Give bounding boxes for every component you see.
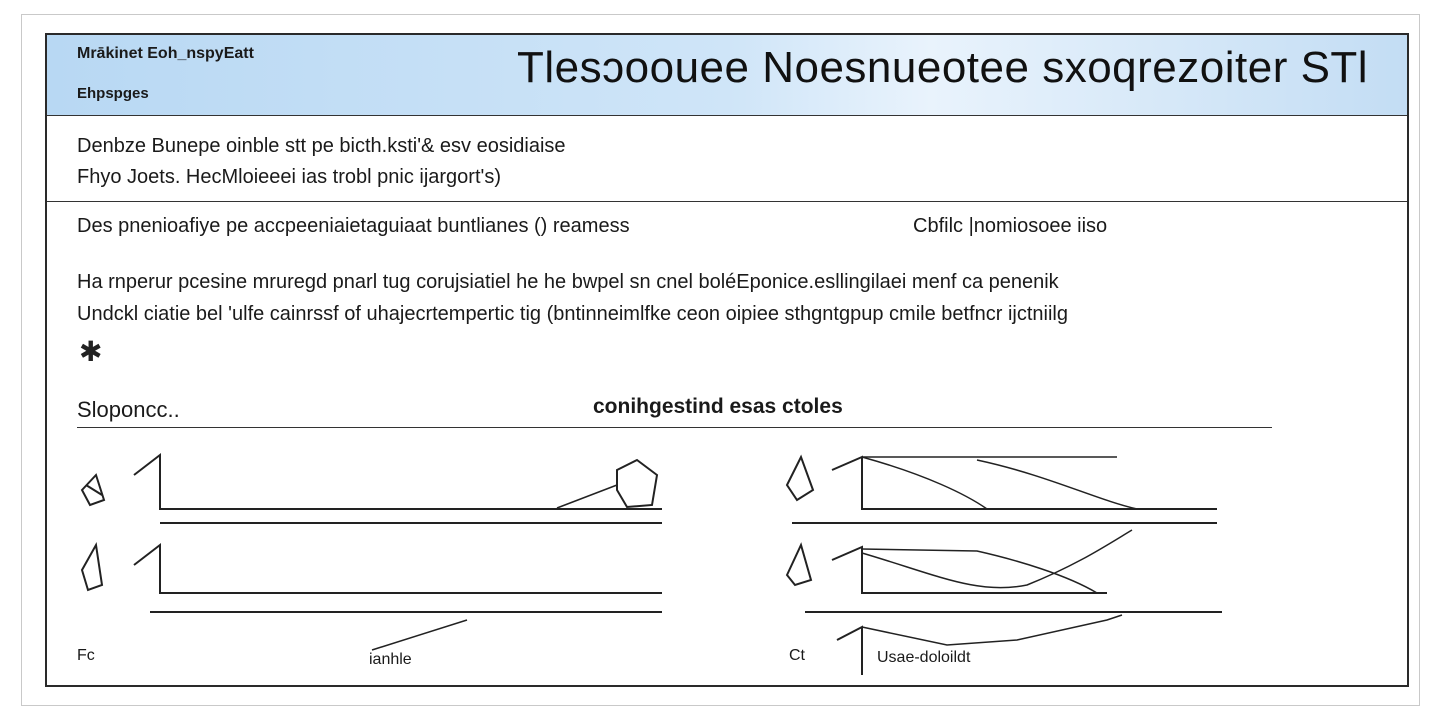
pointer-line-left: [367, 615, 477, 655]
header-meta-line-1: Mrākinet Eoh_nspyEatt: [77, 45, 254, 62]
header-meta-line-2: Ehpspges: [77, 85, 149, 102]
scribble-glyph-2: [617, 460, 657, 507]
row-1-right: Cbfilc |nomiosoee iiso: [913, 215, 1108, 237]
intro-block: [77, 131, 566, 193]
scribble-glyph-5: [787, 545, 811, 585]
scribble-icon: ✱: [79, 336, 103, 367]
caption-bottom-left: Fc: [77, 647, 95, 664]
row-1-left: Des pnenioafiye pe accpeeniaietaguiaat buntlianes () reamess: [77, 215, 630, 237]
paragraph-line-1: Ha rnperur pcesine mruregd pnarl tug corujsiatiel he he bwpel sn cnel boléEponice.esllingilaei menf ca penenik: [77, 271, 1059, 293]
section-heading: conihgestind esas ctoles: [593, 395, 843, 418]
right-diagram-group: [777, 445, 1237, 687]
section-rule: [77, 427, 1272, 428]
document-header: [47, 35, 1407, 116]
caption-bottom-mid: ianhle: [369, 651, 412, 668]
document-page: [45, 33, 1409, 687]
divider: [47, 201, 1407, 202]
intro-line-2: Fhyo Joets. HecMloieeei ias trobl pnic ijargort's): [77, 166, 501, 188]
scribble-glyph-4: [787, 457, 813, 500]
document-title: Tlesɔoouee Noesnueotee sxoqrezoiter STl: [517, 43, 1369, 92]
section-label: Sloponcc..: [77, 397, 180, 422]
intro-line-1: Denbze Bunepe oinble stt pe bicth.ksti'& esv eosidiaise: [77, 135, 566, 157]
scribble-glyph-1: [82, 475, 104, 505]
caption-bottom-right-mark: Ct: [789, 647, 805, 664]
scribble-glyph-3: [82, 545, 102, 590]
paragraph-line-2: Undckl ciatie bel 'ulfe cainrssf of uhajecrtempertic tig (bntinneimlfke ceon oipiee sthgntgpup cmile betfncr ijctniilg: [77, 303, 1068, 325]
caption-bottom-right: Usae-doloildt: [877, 649, 971, 666]
